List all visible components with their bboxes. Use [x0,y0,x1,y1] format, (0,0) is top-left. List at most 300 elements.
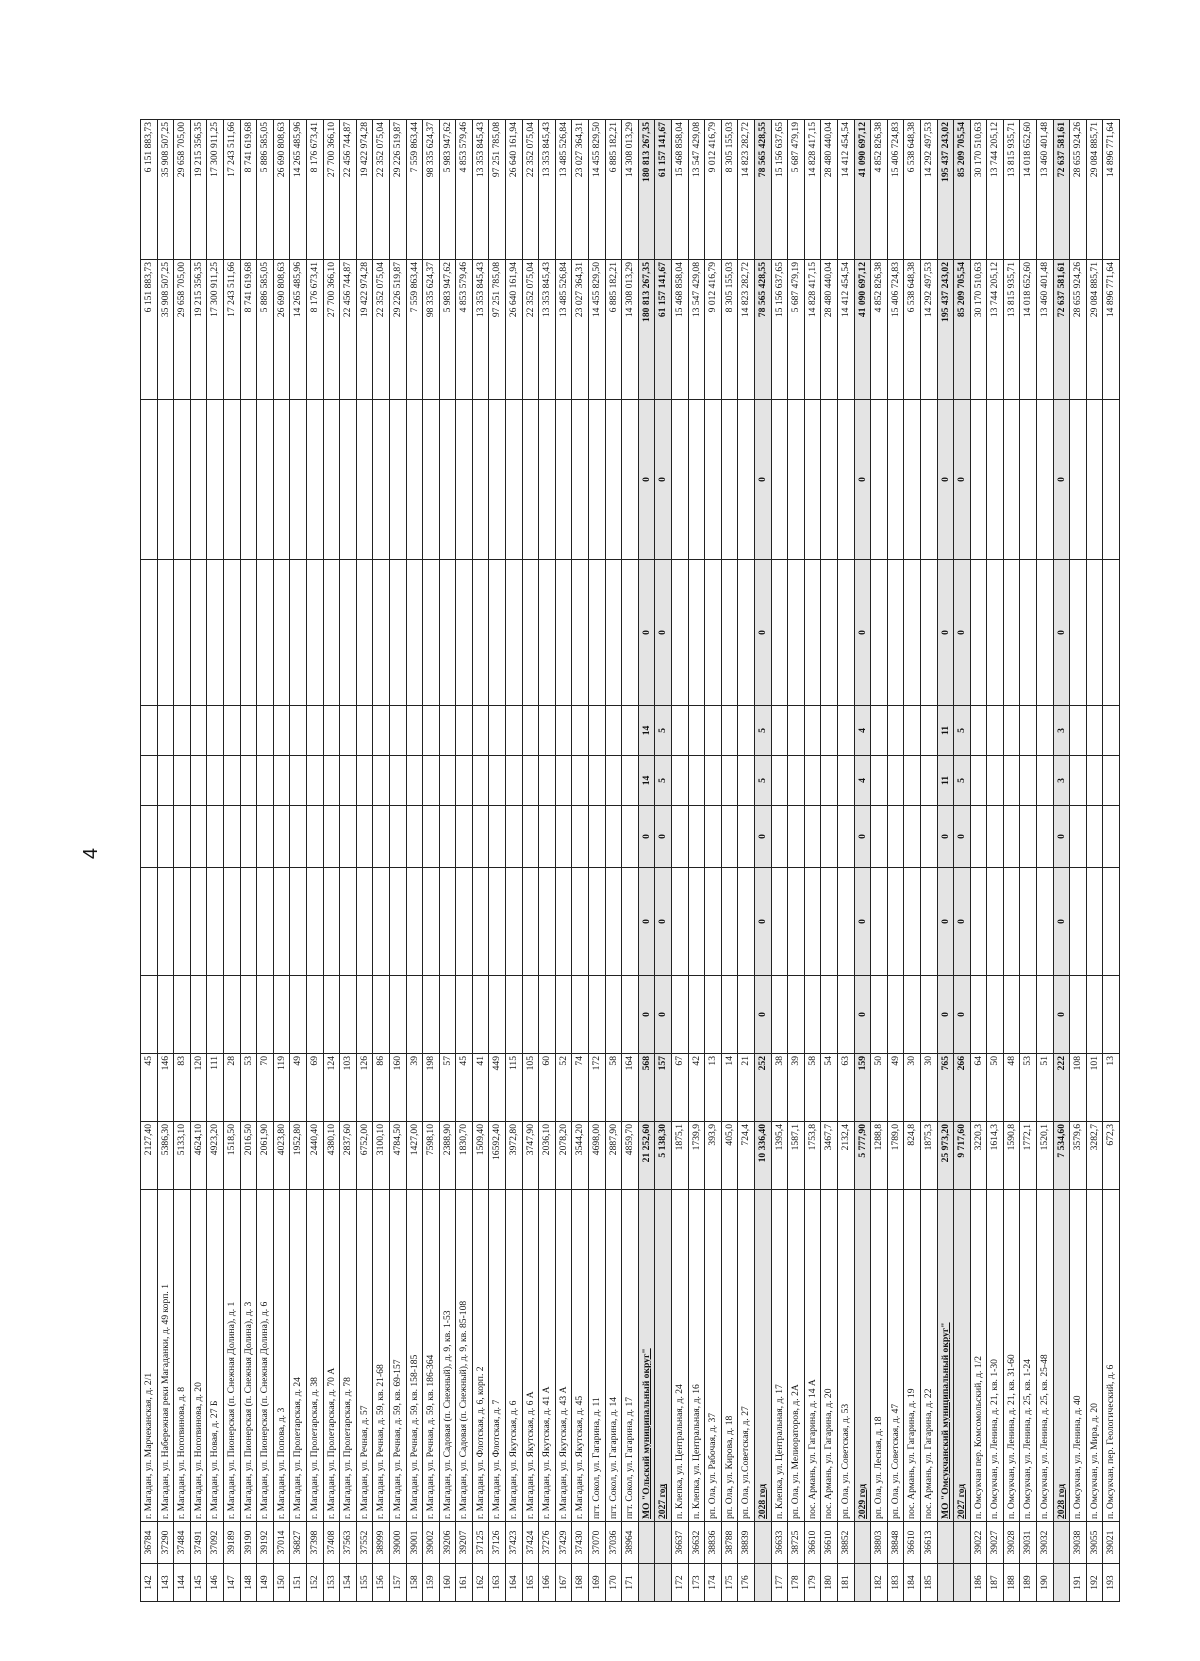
cell-col-12 [721,400,738,560]
page-number: 4 [80,847,103,860]
cell-house-code: 38836 [705,1522,722,1564]
cell-col-11 [472,560,489,706]
cell-col-8 [506,806,523,868]
cell-col-10 [721,706,738,756]
cell-total-cost: 97 251 785,08 [489,120,506,260]
cell-house-code: 37552 [356,1522,373,1564]
cell-col-9 [1003,756,1020,806]
cell-row-number: 172 [672,1564,689,1602]
cell-col-7: 0 [937,868,954,976]
cell-house-code: 36632 [688,1522,705,1564]
cell-address: рп. Ола, ул. Советская, д. 53 [837,1190,854,1522]
cell-residents: 30 [920,1054,937,1122]
cell-col-7 [738,868,755,976]
table-row [837,120,854,1602]
cell-total-cost: 9 012 416,79 [705,120,722,260]
cell-house-code: 36784 [141,1522,158,1564]
cell-cost: 15 468 858,04 [672,260,689,400]
cell-row-number: 145 [190,1564,207,1602]
cell-col-9 [920,756,937,806]
cell-col-7 [871,868,888,976]
cell-cost: 27 700 366,10 [323,260,340,400]
cell-row-number: 155 [356,1564,373,1602]
cell-col-6 [705,976,722,1054]
cell-residents: 222 [1053,1054,1070,1122]
cell-col-10 [406,706,423,756]
cell-residents: 765 [937,1054,954,1122]
cell-col-6 [837,976,854,1054]
cell-col-11 [605,560,622,706]
cell-row-number: 179 [804,1564,821,1602]
cell-col-6 [223,976,240,1054]
cell-residents: 58 [804,1054,821,1122]
cell-residents: 146 [157,1054,174,1122]
cell-col-6: 0 [937,976,954,1054]
cell-row-number [638,1564,655,1602]
cell-col-8 [688,806,705,868]
cell-house-code: 36633 [771,1522,788,1564]
cell-col-12 [174,400,191,560]
cell-house-code: 39055 [1086,1522,1103,1564]
cell-col-11 [356,560,373,706]
cell-col-10 [672,706,689,756]
table-row [738,120,755,1602]
table-row [223,120,240,1602]
cell-col-10 [605,706,622,756]
cell-total-cost: 85 209 705,54 [954,120,971,260]
cell-address: п. Омсукчан, пер. Геологический, д. 6 [1103,1190,1120,1522]
cell-row-number: 154 [340,1564,357,1602]
cell-residents: 69 [306,1054,323,1122]
cell-col-9 [738,756,755,806]
subtotal-row [754,120,771,1602]
table-row [771,120,788,1602]
cell-col-12 [406,400,423,560]
table-row [688,120,705,1602]
cell-col-11 [1037,560,1054,706]
table-row [871,120,888,1602]
cell-row-number: 163 [489,1564,506,1602]
cell-address: п. Омсукчан, ул. Ленина, д. 25, кв. 1-24 [1020,1190,1037,1522]
cell-col-11 [207,560,224,706]
table-row [970,120,987,1602]
cell-house-code: 37563 [340,1522,357,1564]
cell-col-9 [373,756,390,806]
cell-area: 3972,80 [506,1122,523,1190]
cell-col-6 [406,976,423,1054]
cell-total-cost: 5 983 947,62 [439,120,456,260]
cell-col-9 [887,756,904,806]
cell-col-7 [406,868,423,976]
cell-col-9 [837,756,854,806]
cell-col-7 [141,868,158,976]
cell-house-code: 39032 [1037,1522,1054,1564]
cell-total-cost: 29 226 519,87 [389,120,406,260]
cell-col-8 [406,806,423,868]
cell-col-7 [323,868,340,976]
cell-residents: 103 [340,1054,357,1122]
cell-total-cost: 28 655 924,26 [1070,120,1087,260]
cell-house-code: 39031 [1020,1522,1037,1564]
cell-col-8: 0 [655,806,672,868]
cell-col-11 [705,560,722,706]
cell-col-12 [738,400,755,560]
table-row [555,120,572,1602]
cell-area: 1427,00 [406,1122,423,1190]
table-row [257,120,274,1602]
cell-col-6 [539,976,556,1054]
cell-residents: 108 [1070,1054,1087,1122]
cell-col-12 [605,400,622,560]
cell-col-11 [373,560,390,706]
table-row [804,120,821,1602]
cell-row-number: 184 [904,1564,921,1602]
cell-col-7 [439,868,456,976]
cell-col-9 [904,756,921,806]
cell-cost: 23 027 364,31 [572,260,589,400]
cell-col-9 [788,756,805,806]
cell-address: МО "Омсукчанский муниципальный округ" [937,1190,954,1522]
cell-col-12: 0 [954,400,971,560]
cell-col-7: 0 [954,868,971,976]
cell-row-number [655,1564,672,1602]
cell-row-number: 178 [788,1564,805,1602]
cell-row-number: 180 [821,1564,838,1602]
cell-col-10 [738,706,755,756]
cell-row-number: 143 [157,1564,174,1602]
cell-house-code: 39021 [1103,1522,1120,1564]
cell-cost: 19 215 356,35 [190,260,207,400]
cell-area: 1830,70 [456,1122,473,1190]
cell-house-code: 37070 [589,1522,606,1564]
table-row [290,120,307,1602]
cell-col-7 [1070,868,1087,976]
cell-area: 4380,10 [323,1122,340,1190]
cell-col-12 [904,400,921,560]
cell-cost: 14 896 771,64 [1103,260,1120,400]
cell-residents: 64 [970,1054,987,1122]
cell-col-12 [1003,400,1020,560]
cell-col-9 [240,756,257,806]
cell-col-12 [589,400,606,560]
cell-total-cost: 6 538 648,38 [904,120,921,260]
cell-address: г. Магадан, ул. Садовая (п. Снежный), д. 9, кв. 85-108 [456,1190,473,1522]
cell-col-12 [555,400,572,560]
cell-col-8 [1070,806,1087,868]
cell-row-number: 157 [389,1564,406,1602]
cell-col-9: 5 [655,756,672,806]
cell-col-6 [456,976,473,1054]
cell-total-cost: 5 687 479,19 [788,120,805,260]
cell-col-6: 0 [954,976,971,1054]
cell-col-10 [987,706,1004,756]
cell-col-12 [472,400,489,560]
cell-col-6 [622,976,639,1054]
cell-area: 724,4 [738,1122,755,1190]
cell-address: п. Омсукчан пер. Комсомольский, д. 1/2 [970,1190,987,1522]
cell-address: г. Магадан, ул. Якутская, д. 41 А [539,1190,556,1522]
cell-col-12 [340,400,357,560]
cell-col-10 [804,706,821,756]
cell-row-number: 183 [887,1564,904,1602]
rotated-table [140,120,1117,1602]
cell-col-10 [920,706,937,756]
cell-address: г. Магадан, ул. Якутская, д. 6 [506,1190,523,1522]
table-row [572,120,589,1602]
cell-total-cost: 22 456 744,87 [340,120,357,260]
cell-row-number: 191 [1070,1564,1087,1602]
cell-area: 2078,20 [555,1122,572,1190]
cell-col-8 [472,806,489,868]
table-row [373,120,390,1602]
cell-row-number: 190 [1037,1564,1054,1602]
cell-col-6 [257,976,274,1054]
cell-col-12: 0 [1053,400,1070,560]
cell-house-code: 37276 [539,1522,556,1564]
cell-cost: 61 157 141,67 [655,260,672,400]
cell-area: 3100,10 [373,1122,390,1190]
table-row [340,120,357,1602]
cell-col-9 [257,756,274,806]
cell-col-12 [506,400,523,560]
cell-col-7 [207,868,224,976]
cell-area: 2837,60 [340,1122,357,1190]
cell-col-7 [920,868,937,976]
cell-col-7 [273,868,290,976]
cell-house-code [854,1522,871,1564]
cell-cost: 41 090 697,12 [854,260,871,400]
cell-total-cost: 14 896 771,64 [1103,120,1120,260]
table-row [622,120,639,1602]
cell-col-10 [788,706,805,756]
cell-cost: 98 335 624,37 [423,260,440,400]
cell-col-12 [522,400,539,560]
cell-row-number [854,1564,871,1602]
cell-col-10 [1103,706,1120,756]
cell-col-6: 0 [655,976,672,1054]
cell-residents: 13 [705,1054,722,1122]
cell-residents: 45 [456,1054,473,1122]
cell-col-9 [157,756,174,806]
cell-residents: 38 [771,1054,788,1122]
cell-col-6 [1086,976,1103,1054]
cell-cost: 29 084 885,71 [1086,260,1103,400]
cell-total-cost: 78 565 428,55 [754,120,771,260]
cell-col-8: 0 [954,806,971,868]
cell-cost: 13 353 845,43 [472,260,489,400]
cell-row-number: 185 [920,1564,937,1602]
cell-col-6 [323,976,340,1054]
cell-col-9 [1103,756,1120,806]
cell-col-7 [970,868,987,976]
cell-cost: 6 538 648,38 [904,260,921,400]
cell-col-10 [472,706,489,756]
cell-address: 2027 год [954,1190,971,1522]
cell-cost: 9 012 416,79 [705,260,722,400]
cell-house-code [954,1522,971,1564]
cell-col-8 [705,806,722,868]
cell-cost: 72 637 581,61 [1053,260,1070,400]
cell-cost: 5 886 585,05 [257,260,274,400]
cell-total-cost: 14 828 417,15 [804,120,821,260]
cell-col-10 [157,706,174,756]
cell-address: п. Омсукчан, ул. Ленина, д. 21, кв. 1-30 [987,1190,1004,1522]
cell-row-number: 181 [837,1564,854,1602]
cell-residents: 198 [423,1054,440,1122]
cell-col-11 [887,560,904,706]
cell-col-11: 0 [854,560,871,706]
cell-col-10 [572,706,589,756]
cell-col-11 [738,560,755,706]
cell-col-10 [871,706,888,756]
cell-area: 2388,90 [439,1122,456,1190]
cell-col-10 [705,706,722,756]
cell-col-6 [273,976,290,1054]
cell-address: г. Магадан, ул. Марчеканская, д. 2/1 [141,1190,158,1522]
cell-col-11 [306,560,323,706]
cell-house-code [1053,1522,1070,1564]
cell-residents: 41 [472,1054,489,1122]
cell-col-10 [489,706,506,756]
table-row [589,120,606,1602]
cell-cost: 14 455 829,50 [589,260,606,400]
cell-col-7: 0 [854,868,871,976]
cell-address: п. Омсукчан, ул. Ленина, д. 25, кв. 25-48 [1037,1190,1054,1522]
cell-col-9 [1037,756,1054,806]
cell-col-6 [904,976,921,1054]
table-row [1020,120,1037,1602]
cell-col-7 [771,868,788,976]
cell-residents: 39 [788,1054,805,1122]
cell-house-code: 36827 [290,1522,307,1564]
cell-col-7: 0 [1053,868,1070,976]
cell-total-cost: 30 170 510,63 [970,120,987,260]
cell-col-8 [456,806,473,868]
cell-col-10 [622,706,639,756]
cell-col-11 [439,560,456,706]
cell-col-7 [887,868,904,976]
cell-area: 6752,00 [356,1122,373,1190]
cell-address: г. Магадан, ул. Якутская, д. 43 А [555,1190,572,1522]
cell-area: 1520,1 [1037,1122,1054,1190]
cell-residents: 160 [389,1054,406,1122]
cell-residents: 70 [257,1054,274,1122]
cell-col-6 [1070,976,1087,1054]
cell-col-6 [721,976,738,1054]
cell-total-cost: 7 559 863,44 [406,120,423,260]
table-row [920,120,937,1602]
cell-col-8 [572,806,589,868]
cell-address: рп. Ола, ул. Лесная, д. 18 [871,1190,888,1522]
cell-col-7: 0 [754,868,771,976]
cell-col-7 [987,868,1004,976]
cell-address: п. Омсукчан, ул. Мира, д. 20 [1086,1190,1103,1522]
cell-col-8 [788,806,805,868]
cell-area: 9 717,60 [954,1122,971,1190]
cell-col-9 [506,756,523,806]
cell-col-9: 5 [754,756,771,806]
cell-col-7 [506,868,523,976]
cell-house-code: 39207 [456,1522,473,1564]
cell-total-cost: 8 741 619,68 [240,120,257,260]
cell-address: 2027 год [655,1190,672,1522]
cell-house-code: 39022 [970,1522,987,1564]
cell-col-11 [788,560,805,706]
cell-col-11 [572,560,589,706]
cell-residents: 45 [141,1054,158,1122]
cell-address: г. Магадан, ул. Пролетарская, д. 38 [306,1190,323,1522]
cell-area: 2016,50 [240,1122,257,1190]
cell-house-code: 39028 [1003,1522,1020,1564]
cell-col-10: 3 [1053,706,1070,756]
rotated-table-area [140,120,1117,1602]
cell-house-code: 36610 [804,1522,821,1564]
cell-address: рп. Ола, ул. Рабочая, д. 37 [705,1190,722,1522]
cell-row-number: 177 [771,1564,788,1602]
cell-col-6 [306,976,323,1054]
cell-col-11 [456,560,473,706]
table-row [489,120,506,1602]
cell-col-8 [920,806,937,868]
cell-col-10 [323,706,340,756]
cell-address: рп. Ола, ул. Кирова, д. 18 [721,1190,738,1522]
subtotal-row [854,120,871,1602]
table-row [672,120,689,1602]
cell-col-9 [672,756,689,806]
cell-area: 1518,50 [223,1122,240,1190]
cell-cost: 15 156 637,65 [771,260,788,400]
cell-row-number: 193 [1103,1564,1120,1602]
cell-address: 2028 год [754,1190,771,1522]
table-row [207,120,224,1602]
cell-col-11 [1086,560,1103,706]
cell-residents: 252 [754,1054,771,1122]
cell-col-12 [306,400,323,560]
cell-col-11 [240,560,257,706]
cell-address: г. Магадан, ул. Пионерская (п. Снежная Долина), д. 1 [223,1190,240,1522]
cell-col-11 [489,560,506,706]
cell-address: п. Клепка, ул. Центральная, д. 17 [771,1190,788,1522]
cell-house-code: 37424 [522,1522,539,1564]
cell-col-11 [1003,560,1020,706]
cell-col-12 [804,400,821,560]
cell-residents: 67 [672,1054,689,1122]
cell-house-code: 37491 [190,1522,207,1564]
cell-col-8 [356,806,373,868]
cell-col-9 [273,756,290,806]
cell-col-11 [904,560,921,706]
cell-residents: 49 [887,1054,904,1122]
cell-address: г. Магадан, ул. Новая, д. 27 Б [207,1190,224,1522]
cell-col-12 [190,400,207,560]
cell-total-cost: 15 156 637,65 [771,120,788,260]
cell-col-10 [506,706,523,756]
cell-row-number: 164 [506,1564,523,1602]
cell-col-10 [306,706,323,756]
cell-col-10: 14 [638,706,655,756]
cell-house-code: 38803 [871,1522,888,1564]
cell-col-9 [522,756,539,806]
cell-col-9 [705,756,722,806]
cell-area: 1952,80 [290,1122,307,1190]
cell-area: 393,9 [705,1122,722,1190]
cell-row-number: 188 [1003,1564,1020,1602]
cell-cost: 13 815 935,71 [1003,260,1020,400]
cell-total-cost: 13 353 845,43 [472,120,489,260]
cell-row-number: 160 [439,1564,456,1602]
cell-col-8 [821,806,838,868]
table-row [273,120,290,1602]
